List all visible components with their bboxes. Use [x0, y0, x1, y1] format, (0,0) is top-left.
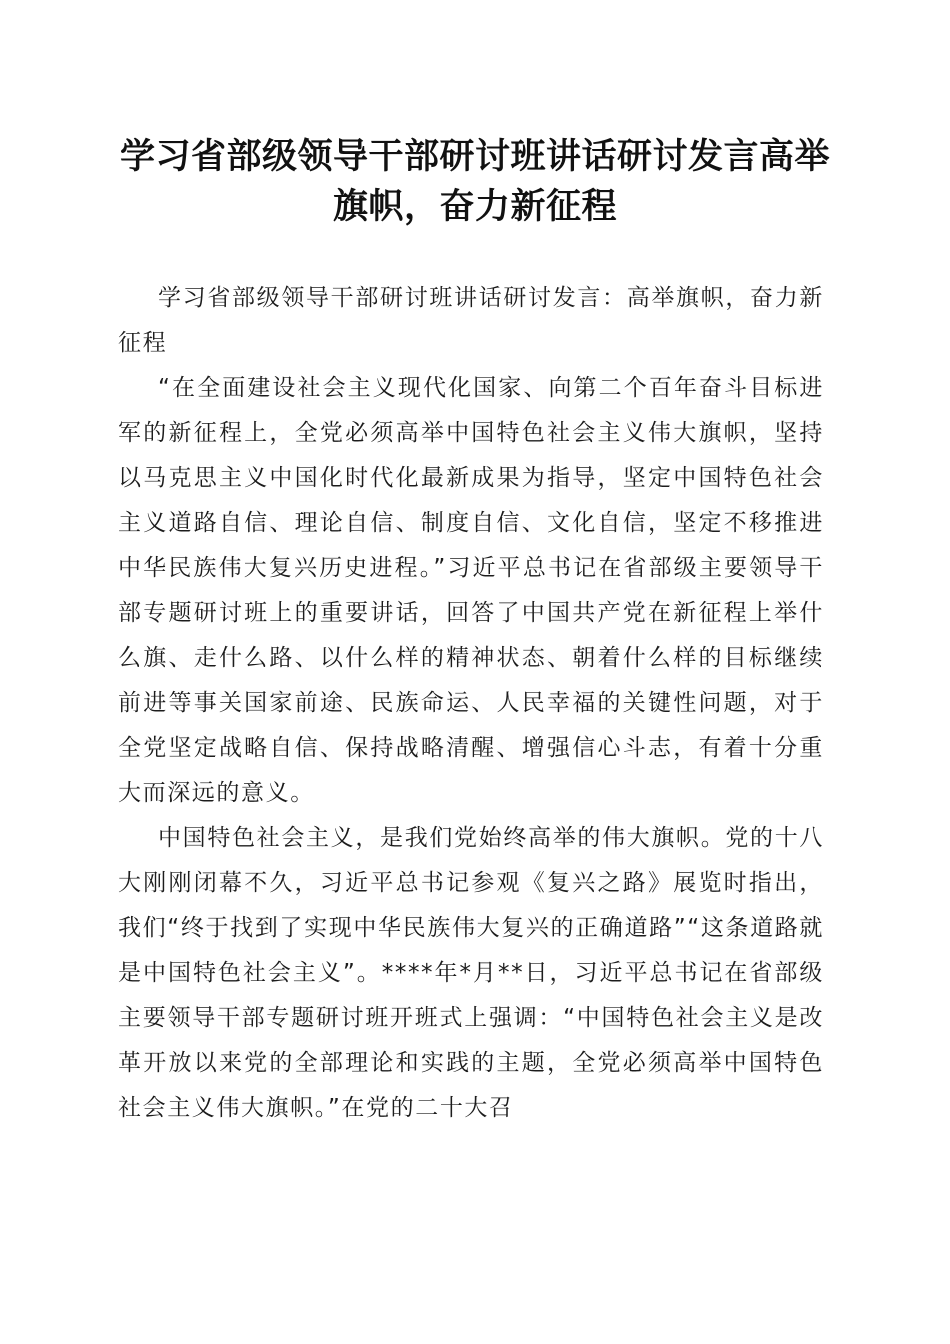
paragraph-subtitle: 学习省部级领导干部研讨班讲话研讨发言：高举旗帜，奋力新征程: [118, 285, 824, 356]
document-title: 学习省部级领导干部研讨班讲话研讨发言高举旗帜，奋力新征程: [119, 136, 830, 227]
paragraph-quote: “在全面建设社会主义现代化国家、向第二个百年奋斗目标进军的新征程上，全党必须高举中国特色社会主义伟大旗帜，坚持以马克思主义中国化时代化最新成果为指导，坚定中国特色社会主义道路自信、理论自信、制度自信、文化自信，坚定不移推进中华民族伟大复兴历史进程。”习近平总书记在省部级主要领导干部专题研讨班上的重要讲话，回答了中国共产党在新征程上举什么旗、走什么路、以什么样的精神状态、朝着什么样的目标继续前进等事关国家前途、民族命运、人民幸福的关键性问题，对于全党坚定战略自信、保持战略清醒、增强信心斗志，有着十分重大而深远的意义。: [118, 375, 824, 806]
paragraph-socialism: 中国特色社会主义，是我们党始终高举的伟大旗帜。党的十八大刚刚闭幕不久，习近平总书记参观《复兴之路》展览时指出，我们“终于找到了实现中华民族伟大复兴的正确道路”“这条道路就是中国特色社会主义”。****年*月**日，习近平总书记在省部级主要领导干部专题研讨班开班式上强调：“中国特色社会主义是改革开放以来党的全部理论和实践的主题，全党必须高举中国特色社会主义伟大旗帜。”在党的二十大召: [118, 825, 824, 1121]
document-body: [118, 276, 824, 1131]
